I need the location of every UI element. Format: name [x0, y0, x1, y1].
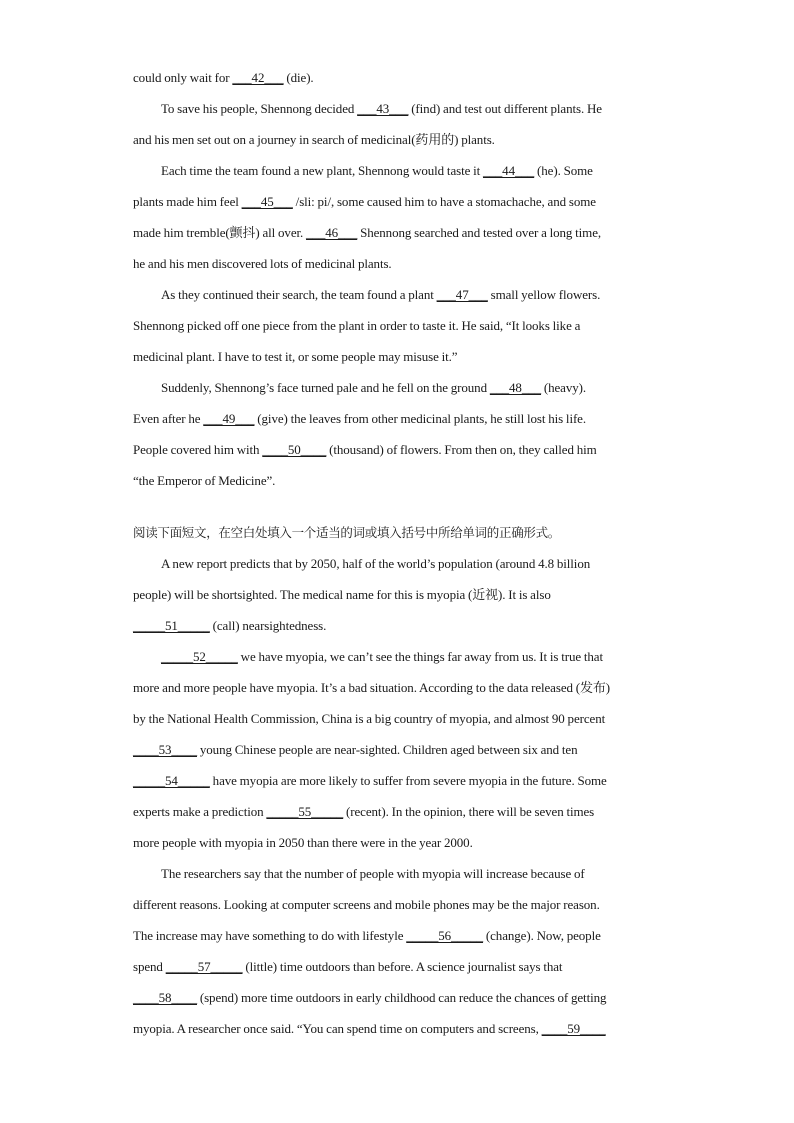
answer-blank: ____53____ [133, 742, 198, 757]
section-gap [133, 496, 673, 517]
text-line [133, 186, 673, 217]
text-line [133, 982, 673, 1013]
text-run: Even after he [133, 411, 204, 426]
text-run: The researchers say that the number of people with myopia will increase because of [161, 866, 585, 881]
text-line [133, 434, 673, 465]
answer-blank: ____59____ [541, 1021, 606, 1036]
text-line [133, 310, 673, 341]
answer-blank: ___42___ [232, 70, 284, 85]
text-run: medicinal plant. I have to test it, or some people may misuse it.” [133, 349, 458, 364]
text-run: could only wait for [133, 70, 233, 85]
text-run: Shennong picked off one piece from the plant in order to taste it. He said, “It looks like a [133, 318, 581, 333]
text-run: more people with myopia in 2050 than there were in the year 2000. [133, 835, 473, 850]
text-run: Each time the team found a new plant, Shennong would taste it [161, 163, 483, 178]
answer-blank: ___46___ [306, 225, 358, 240]
text-line [133, 765, 673, 796]
text-run: Shennong searched and tested over a long time, [357, 225, 602, 240]
text-run: plants made him feel [133, 194, 242, 209]
text-line [133, 279, 673, 310]
text-run: (give) the leaves from other medicinal plants, he still lost his life. [254, 411, 587, 426]
text-run: small yellow flowers. [487, 287, 601, 302]
passage-shennong [133, 62, 673, 496]
text-run: People covered him with [133, 442, 263, 457]
text-line [133, 403, 673, 434]
text-line [133, 920, 673, 951]
text-run: more and more people have myopia. It’s a bad situation. According to the data released (发布) [133, 680, 610, 695]
text-run: (thousand) of flowers. From then on, they called him [326, 442, 597, 457]
answer-blank: ___48___ [489, 380, 542, 395]
text-line [133, 579, 673, 610]
text-line [133, 548, 673, 579]
text-run: spend [133, 959, 166, 974]
text-run: we have myopia, we can’t see the things far away from us. It is true that [237, 649, 603, 664]
text-line [133, 124, 673, 155]
text-run: have myopia are more likely to suffer from severe myopia in the future. Some [209, 773, 607, 788]
answer-blank: _____56_____ [406, 928, 484, 943]
text-run: (call) nearsightedness. [209, 618, 327, 633]
text-line [133, 372, 673, 403]
document-content [133, 62, 673, 1044]
text-line [133, 951, 673, 982]
text-run: he and his men discovered lots of medicinal plants. [133, 256, 392, 271]
text-run: (spend) more time outdoors in early childhood can reduce the chances of getting [197, 990, 607, 1005]
text-line [133, 62, 673, 93]
text-line [133, 796, 673, 827]
text-run: (recent). In the opinion, there will be seven times [343, 804, 595, 819]
text-run: Suddenly, Shennong’s face turned pale and he fell on the ground [161, 380, 490, 395]
text-run: experts make a prediction [133, 804, 267, 819]
text-line [133, 734, 673, 765]
text-run: (find) and test out different plants. He [408, 101, 602, 116]
text-run: (he). Some [534, 163, 593, 178]
text-run: “the Emperor of Medicine”. [133, 473, 276, 488]
text-line [133, 889, 673, 920]
text-run: As they continued their search, the team found a plant [161, 287, 437, 302]
text-line [133, 465, 673, 496]
answer-blank: ___45___ [241, 194, 293, 209]
text-run: by the National Health Commission, China is a big country of myopia, and almost 90 percent [133, 711, 606, 726]
text-run: young Chinese people are near-sighted. Children aged between six and ten [197, 742, 578, 757]
answer-blank: ____50____ [262, 442, 327, 457]
text-run: different reasons. Looking at computer screens and mobile phones may be the major reason. [133, 897, 600, 912]
text-line [133, 827, 673, 858]
text-run: To save his people, Shennong decided [161, 101, 358, 116]
text-line [133, 1013, 673, 1044]
answer-blank: _____54_____ [133, 773, 210, 788]
answer-blank: ____58____ [133, 990, 198, 1005]
text-line [133, 93, 673, 124]
text-line [133, 672, 673, 703]
text-run: and his men set out on a journey in search of medicinal(药用的) plants. [133, 132, 495, 147]
text-run: (change). Now, people [483, 928, 601, 943]
answer-blank: ___47___ [436, 287, 488, 302]
passage-myopia [133, 548, 673, 1044]
exercise-instruction: 阅读下面短文，在空白处填入一个适当的词或填入括号中所给单词的正确形式。 [133, 525, 561, 540]
text-run: people) will be shortsighted. The medical name for this is myopia (近视). It is also [133, 587, 551, 602]
text-line [133, 703, 673, 734]
text-line [133, 248, 673, 279]
text-line [133, 155, 673, 186]
text-run: The increase may have something to do with lifestyle [133, 928, 407, 943]
text-run: made him tremble(颤抖) all over. [133, 225, 307, 240]
answer-blank: ___43___ [357, 101, 409, 116]
text-line [133, 610, 673, 641]
text-run: (die). [283, 70, 314, 85]
text-run: (little) time outdoors than before. A science journalist says that [242, 959, 563, 974]
text-line [133, 641, 673, 672]
text-run: /sli: pi/, some caused him to have a stomachache, and some [292, 194, 596, 209]
text-line [133, 858, 673, 889]
text-run: A new report predicts that by 2050, half of the world’s population (around 4.8 billion [161, 556, 591, 571]
text-line [133, 341, 673, 372]
answer-blank: _____57_____ [165, 959, 243, 974]
text-line [133, 217, 673, 248]
text-run: myopia. A researcher once said. “You can spend time on computers and screens, [133, 1021, 542, 1036]
answer-blank: _____52_____ [161, 649, 238, 664]
text-run: (heavy). [541, 380, 587, 395]
answer-blank: ___49___ [203, 411, 255, 426]
answer-blank: _____51_____ [133, 618, 210, 633]
answer-blank: ___44___ [482, 163, 535, 178]
answer-blank: _____55_____ [266, 804, 344, 819]
